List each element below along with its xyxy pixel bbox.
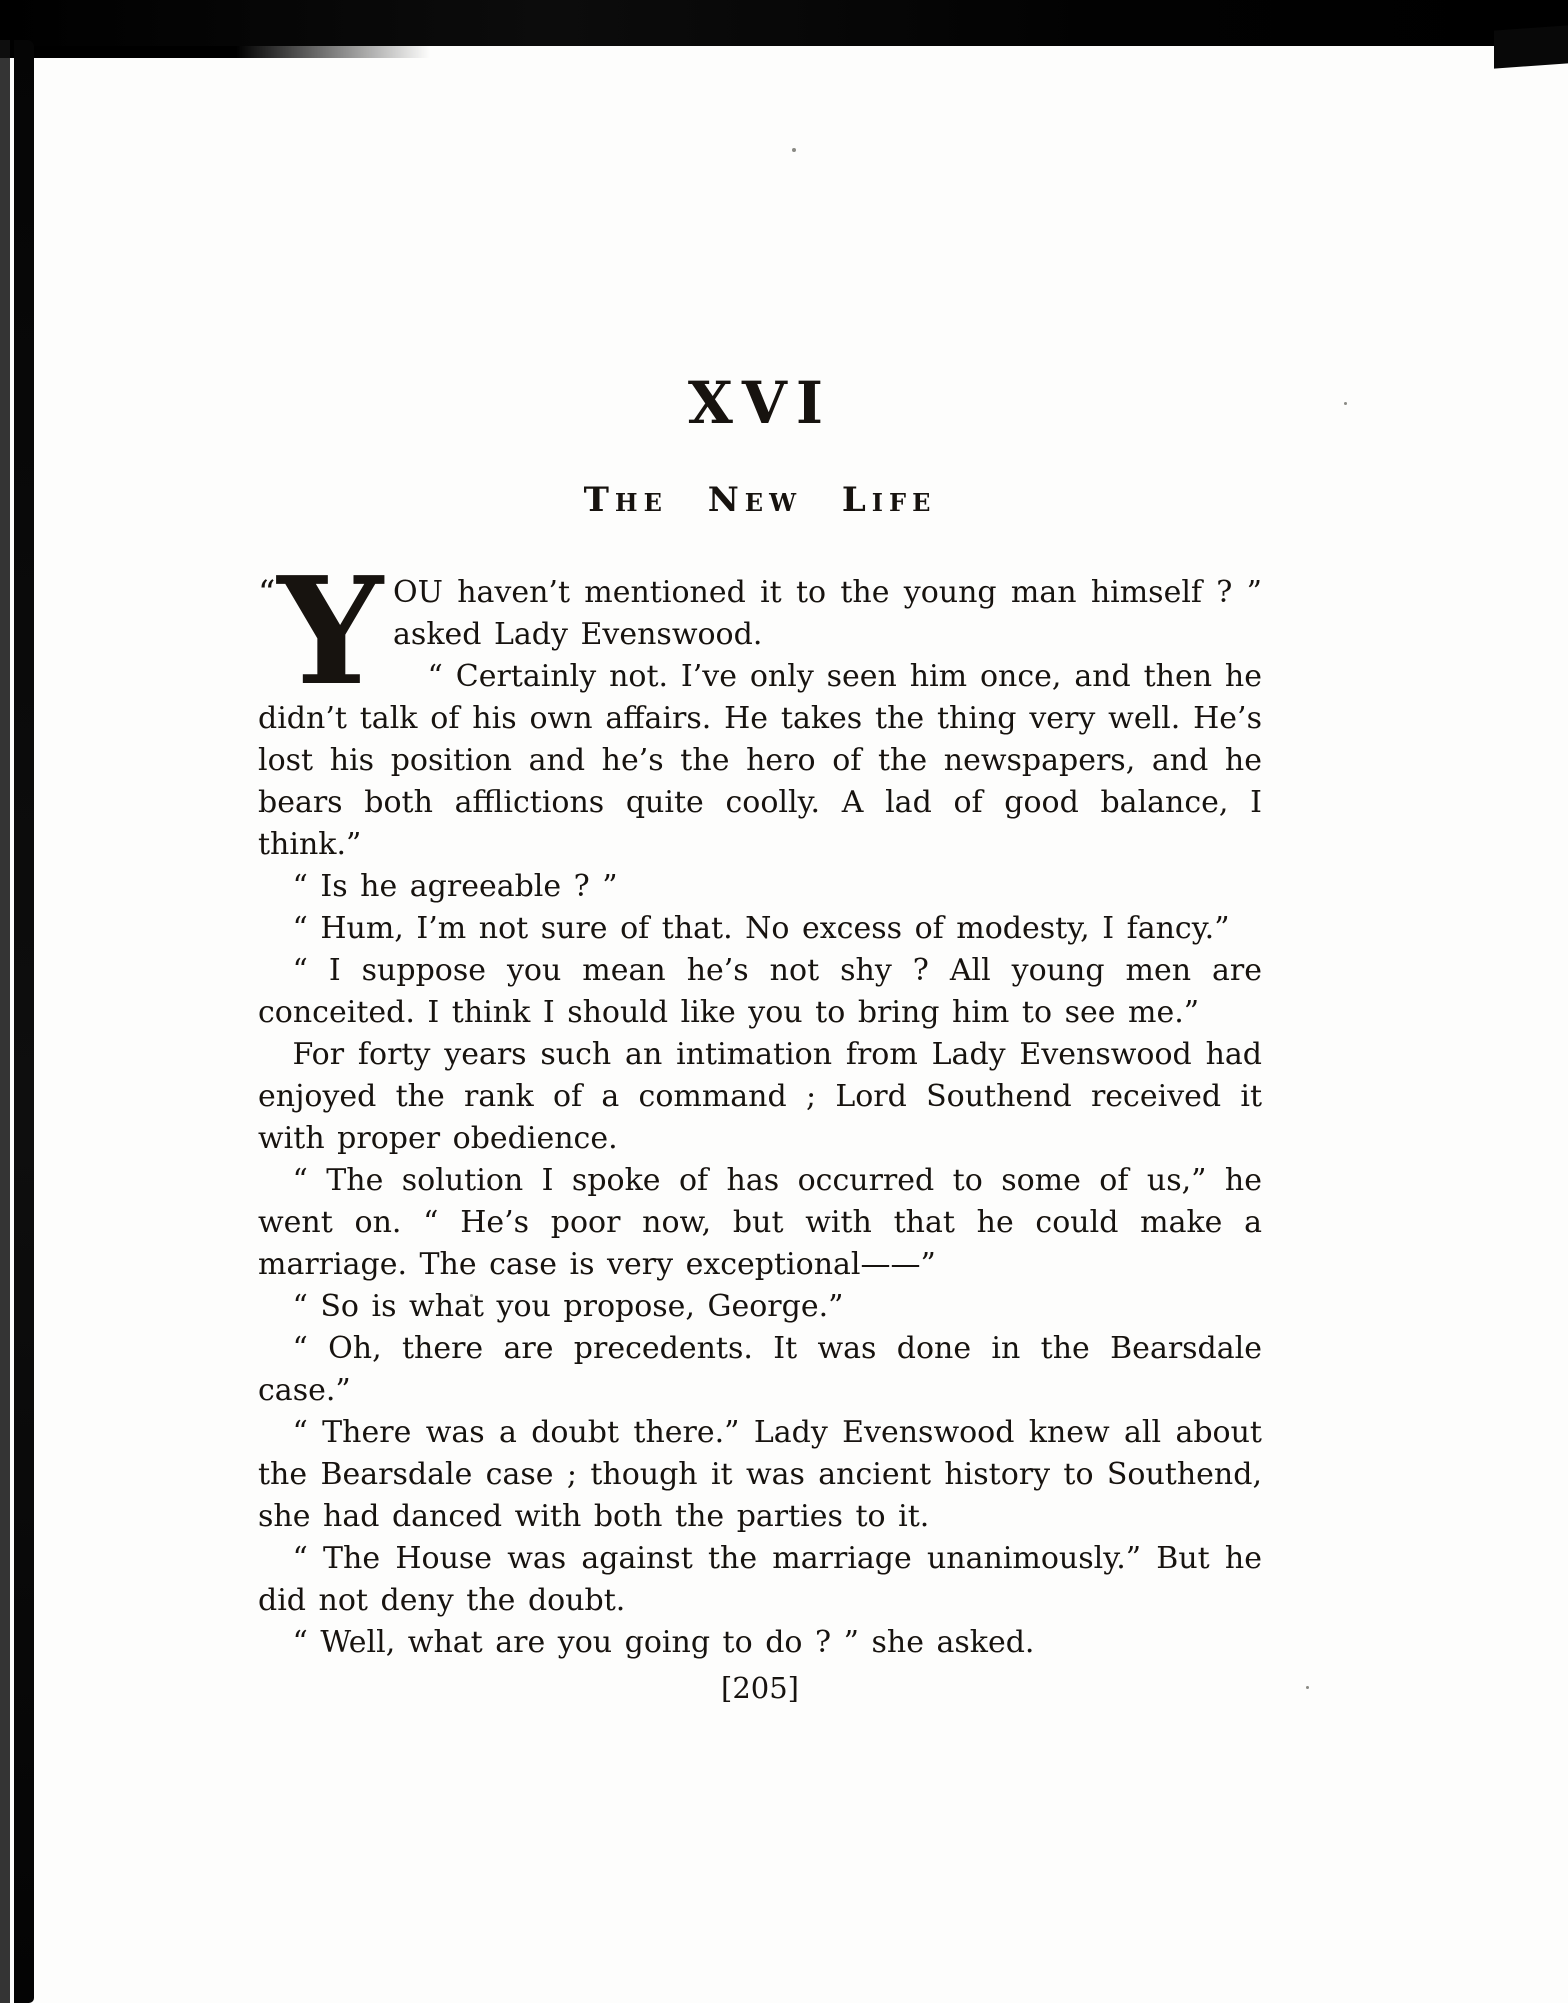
scan-top-right-mark bbox=[1494, 25, 1568, 68]
scan-speckle bbox=[1306, 1686, 1309, 1689]
book-page bbox=[258, 369, 1262, 1708]
chapter-title: The New Life bbox=[583, 480, 937, 520]
page-number: [205] bbox=[721, 1671, 799, 1705]
text-block bbox=[258, 544, 1262, 1664]
paragraph: “ Oh, there are precedents. It was done in the Bearsdale case.” bbox=[258, 1331, 1262, 1408]
paragraph: “ There was a doubt there.” Lady Evenswood knew all about the Bearsdale case ; though it was ancient history to Southend, she had danced with both the parties to it. bbox=[258, 1415, 1262, 1534]
open-quote: “ bbox=[258, 573, 276, 613]
paragraph: For forty years such an intimation from Lady Evenswood had enjoyed the rank of a command ; Lord Southend received it with proper obedience. bbox=[258, 1037, 1262, 1156]
drop-cap: Y bbox=[277, 544, 380, 718]
scan-left-edge bbox=[14, 40, 34, 2003]
scan-speckle bbox=[792, 148, 796, 152]
paragraph: “ So is what you propose, George.” bbox=[292, 1289, 844, 1324]
paragraph: “ The House was against the marriage unanimously.” But he did not deny the doubt. bbox=[258, 1541, 1262, 1618]
scan-speckle bbox=[1344, 402, 1347, 405]
chapter-number: XVI bbox=[687, 369, 833, 437]
scan-top-edge bbox=[0, 0, 1568, 46]
drop-cap-group bbox=[258, 544, 380, 718]
opening-paragraph bbox=[258, 544, 1262, 718]
paragraph: “ Well, what are you going to do ? ” she asked. bbox=[292, 1625, 1035, 1660]
opening-paragraph-text: OU haven’t mentioned it to the young man himself ? ” asked Lady Evenswood. bbox=[393, 575, 1262, 652]
paragraph: “ Is he agreeable ? ” bbox=[292, 869, 618, 904]
paragraph: “ Hum, I’m not sure of that. No excess of modesty, I fancy.” bbox=[292, 911, 1230, 946]
paragraph: “ The solution I spoke of has occurred to some of us,” he went on. “ He’s poor now, but with that he could make a marriage. The case is very exceptional——” bbox=[258, 1163, 1262, 1282]
paragraph: “ I suppose you mean he’s not shy ? All young men are conceited. I think I should like you to bring him to see me.” bbox=[258, 953, 1262, 1030]
paragraphs bbox=[258, 656, 1262, 1664]
paragraph: “ Certainly not. I’ve only seen him once, and then he didn’t talk of his own affairs. He takes the thing very well. He’s lost his position and he’s the hero of the newspapers, and he bears both afflictions quite coolly. A lad of good balance, I think.” bbox=[258, 659, 1262, 862]
